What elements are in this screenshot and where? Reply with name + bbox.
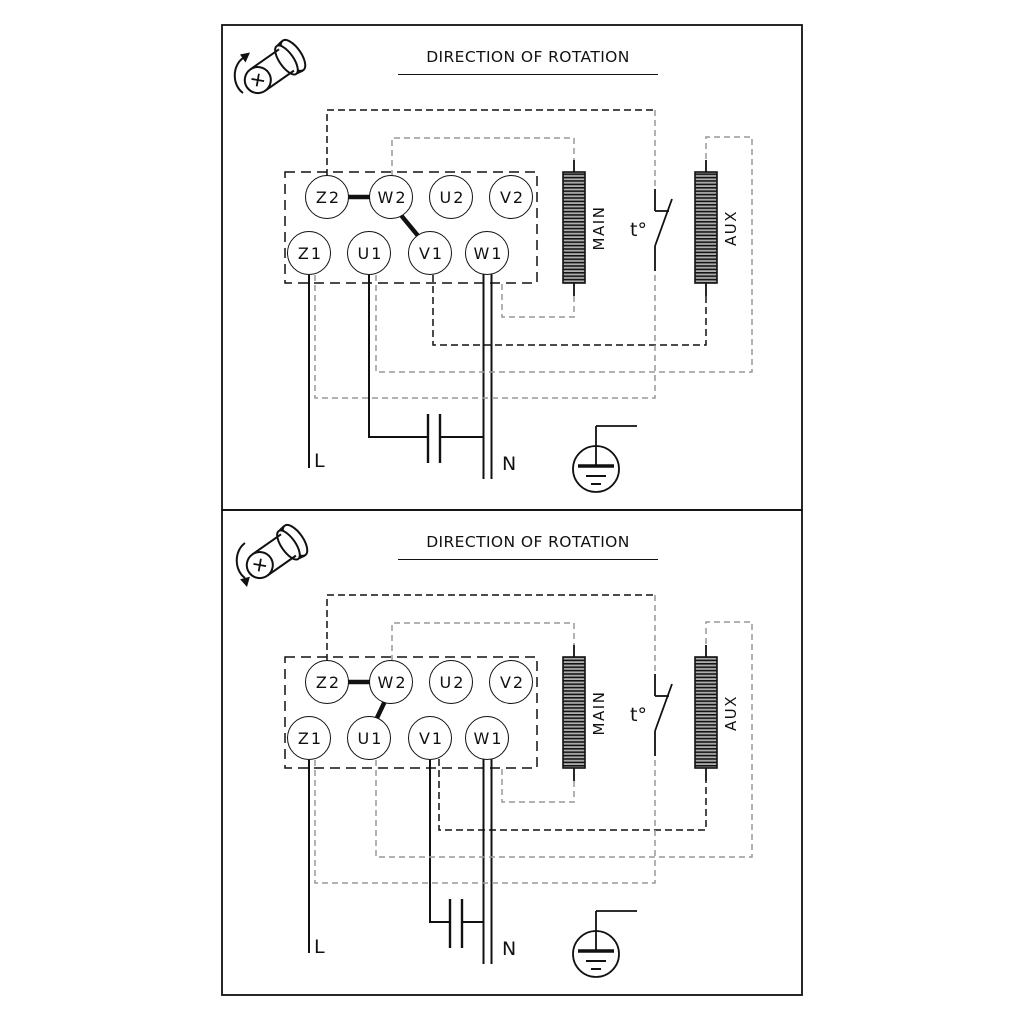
panel1-title: DIRECTION OF ROTATION xyxy=(398,48,658,75)
panel2-main-winding-label: MAIN xyxy=(590,690,608,736)
panel2-rotation-ccw-icon xyxy=(237,521,312,587)
panel2-terminal-u2: U2 xyxy=(429,660,473,704)
panel2-terminal-z1: Z1 xyxy=(287,716,331,760)
panel1-aux-winding xyxy=(695,172,717,283)
panel1-rotation-cw-icon xyxy=(235,36,310,102)
panel2-neutral-label: N xyxy=(502,938,517,960)
panel1-terminal-z2: Z2 xyxy=(305,175,349,219)
panel2-aux-winding-label: AUX xyxy=(722,694,740,732)
panel1-terminal-v2: V2 xyxy=(489,175,533,219)
panel2-terminal-u1: U1 xyxy=(347,716,391,760)
panel1-terminal-u1: U1 xyxy=(347,231,391,275)
panel1-terminal-z1: Z1 xyxy=(287,231,331,275)
panel2-solid-wires xyxy=(309,759,492,964)
panel2-terminal-v2: V2 xyxy=(489,660,533,704)
panel2-line-label: L xyxy=(314,936,325,958)
panel1-main-winding-label: MAIN xyxy=(590,205,608,251)
panel1-neutral-label: N xyxy=(502,453,517,475)
panel2-title: DIRECTION OF ROTATION xyxy=(398,533,658,560)
panel2-thermal-switch xyxy=(655,674,672,756)
panel2-terminal-w2: W2 xyxy=(369,660,413,704)
panel2-earth-symbol xyxy=(573,911,637,977)
panel1-main-winding xyxy=(563,172,585,283)
panel2-capacitor xyxy=(450,899,462,948)
panel2-dashed-black-wires xyxy=(327,595,706,830)
panel1-thermal-switch-label: t° xyxy=(630,219,647,241)
panel1-terminal-u2: U2 xyxy=(429,175,473,219)
panel1-aux-winding-label: AUX xyxy=(722,209,740,247)
panel1-terminal-w1: W1 xyxy=(465,231,509,275)
panel2-terminal-v1: V1 xyxy=(408,716,452,760)
panel2-main-winding xyxy=(563,657,585,768)
panel2-aux-winding xyxy=(695,657,717,768)
panel2-terminal-w1: W1 xyxy=(465,716,509,760)
panel1-solid-wires xyxy=(309,274,492,479)
panel1-earth-symbol xyxy=(573,426,637,492)
panel1-terminal-v1: V1 xyxy=(408,231,452,275)
panel2-thermal-switch-label: t° xyxy=(630,704,647,726)
panel1-line-label: L xyxy=(314,450,325,472)
panel2-terminal-z2: Z2 xyxy=(305,660,349,704)
panel1-terminal-w2: W2 xyxy=(369,175,413,219)
panel1-dashed-black-wires xyxy=(327,110,706,345)
panel1-thermal-switch xyxy=(655,189,672,271)
panel1-capacitor xyxy=(428,414,440,463)
